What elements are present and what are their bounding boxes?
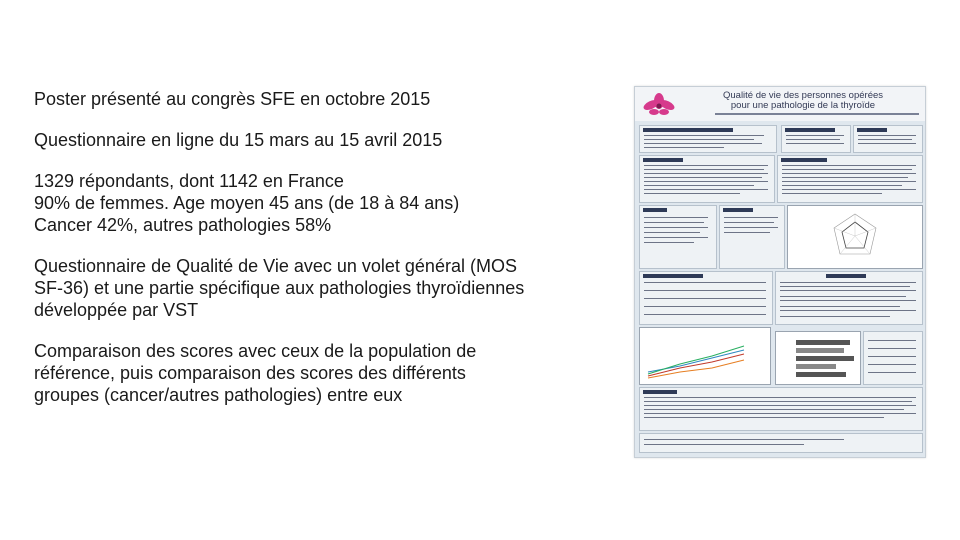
poster-results-box — [719, 205, 785, 269]
text-line: Questionnaire de Qualité de Vie avec un volet général (MOS — [34, 256, 517, 276]
poster-methods-box — [777, 155, 923, 203]
poster-radar-chart — [787, 205, 923, 269]
text-line: 1329 répondants, dont 1142 en France — [34, 171, 344, 191]
poster-small-table — [863, 331, 923, 385]
text-line: SF-36) et une partie spécifique aux pathologies thyroïdiennes — [34, 278, 525, 298]
text-line: développée par VST — [34, 300, 199, 320]
poster-section-box — [781, 125, 851, 153]
paragraph-poster — [34, 88, 604, 110]
poster-table — [639, 271, 773, 325]
paragraph-quality-of-life — [34, 255, 604, 321]
poster-conclusion-box — [639, 387, 923, 431]
pink-flower-logo-icon — [641, 91, 677, 119]
text-line: Cancer 42%, autres pathologies 58% — [34, 215, 332, 235]
poster-thumbnail — [634, 86, 926, 458]
text-line: 90% de femmes. Age moyen 45 ans (de 18 à 84 ans) — [34, 193, 460, 213]
text-line: Poster présenté au congrès SFE en octobre 2015 — [34, 89, 431, 109]
poster-section-box — [639, 125, 777, 153]
poster-section-box — [853, 125, 923, 153]
poster-title-line: Qualité de vie des personnes opérées — [722, 90, 884, 101]
poster-introduction-box — [639, 155, 775, 203]
poster-header — [635, 87, 925, 121]
text-line: référence, puis comparaison des scores des différents — [34, 363, 466, 383]
poster-authors — [715, 113, 919, 115]
text-line: Comparaison des scores avec ceux de la population de — [34, 341, 477, 361]
paragraph-respondents — [34, 170, 604, 236]
poster-footer — [639, 433, 923, 453]
poster-title-line: pour une pathologie de la thyroïde — [730, 100, 876, 111]
text-line: Questionnaire en ligne du 15 mars au 15 avril 2015 — [34, 130, 443, 150]
paragraph-questionnaire — [34, 129, 604, 151]
poster-bar-chart — [775, 331, 861, 385]
poster-text-box — [775, 271, 923, 325]
poster-results-box — [639, 205, 717, 269]
poster-line-chart — [639, 327, 771, 385]
text-line: groupes (cancer/autres pathologies) entre eux — [34, 385, 403, 405]
slide-text — [34, 88, 604, 425]
poster-title — [687, 91, 919, 111]
paragraph-comparison — [34, 340, 604, 406]
